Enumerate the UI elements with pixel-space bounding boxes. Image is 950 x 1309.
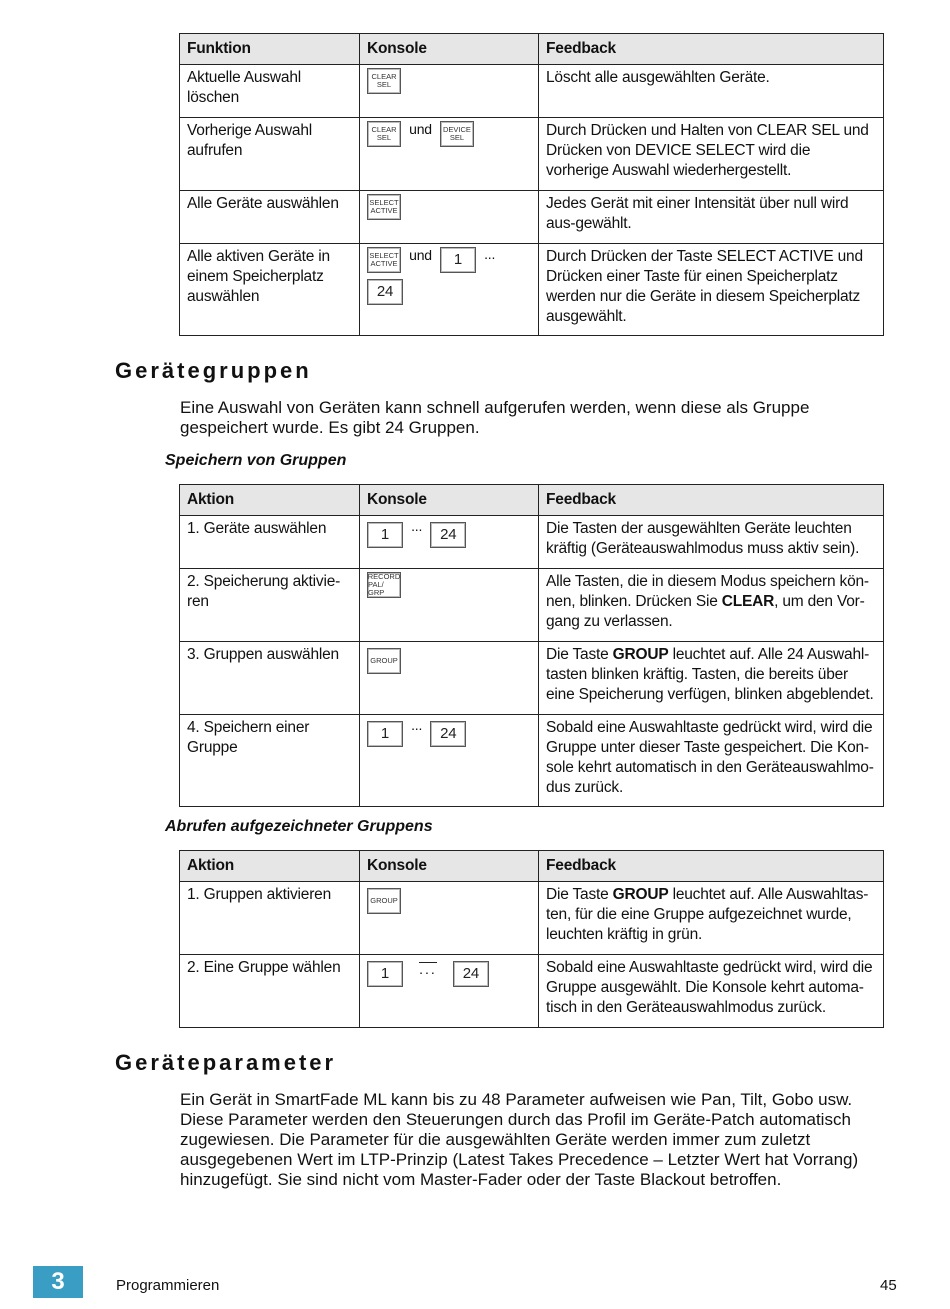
feedback-text: leuchtet auf. Alle 24 Auswahl-tasten blinken kräftig. Tasten, die bereits über eine Speicherung verfügen, blinken abgeblendet. <box>546 646 874 703</box>
column-header: Feedback <box>539 485 884 516</box>
feedback-cell: Sobald eine Auswahltaste gedrückt wird, wird die Gruppe ausgewählt. Die Konsole kehrt automa-tisch in den Geräteauswahlmodus zurück. <box>539 955 884 1028</box>
action-cell: 1. Gruppen aktivieren <box>180 882 360 955</box>
action-cell: 4. Speichern einer Gruppe <box>180 715 360 807</box>
key-label: ACTIVE <box>370 206 398 215</box>
section-heading: Geräteparameter <box>115 1050 337 1075</box>
ellipsis: ... <box>411 717 423 733</box>
feedback-text: Die Taste <box>546 646 613 663</box>
console-cell <box>360 244 539 336</box>
feedback-cell: Durch Drücken und Halten von CLEAR SEL und Drücken von DEVICE SELECT wird die vorherige Auswahl wiederhergestellt. <box>539 118 884 191</box>
action-cell: 2. Eine Gruppe wählen <box>180 955 360 1028</box>
chapter-badge: 3 <box>33 1266 83 1298</box>
console-cell <box>360 65 539 118</box>
column-header: Konsole <box>360 485 539 516</box>
function-cell: Aktuelle Auswahl löschen <box>180 65 360 118</box>
feedback-bold: CLEAR <box>721 593 775 610</box>
function-table <box>179 33 884 336</box>
table-header-row <box>180 485 884 516</box>
function-cell: Vorherige Auswahl aufrufen <box>180 118 360 191</box>
store-groups-table <box>179 484 884 807</box>
select-active-key <box>367 194 401 220</box>
table-row <box>180 516 884 569</box>
column-header: Aktion <box>180 851 360 882</box>
feedback-text: , um den Vor-gang zu verlassen. <box>546 593 865 630</box>
table-row <box>180 882 884 955</box>
select-active-key <box>367 247 401 273</box>
column-header: Konsole <box>360 34 539 65</box>
number-key-24: 24 <box>453 961 489 987</box>
number-key-24: 24 <box>367 279 403 305</box>
column-header: Funktion <box>180 34 360 65</box>
console-cell <box>360 191 539 244</box>
feedback-cell <box>539 569 884 642</box>
table-row <box>180 244 884 336</box>
column-header: Konsole <box>360 851 539 882</box>
chapter-label: Programmieren <box>116 1277 220 1294</box>
device-sel-key <box>440 121 474 147</box>
clear-sel-key <box>367 68 401 94</box>
action-cell: 2. Speicherung aktivie-ren <box>180 569 360 642</box>
key-label: PAL/ GRP <box>368 580 385 597</box>
table-row <box>180 191 884 244</box>
group-key <box>367 888 401 914</box>
console-cell <box>360 569 539 642</box>
column-header: Feedback <box>539 34 884 65</box>
key-label: RECORD <box>367 572 401 581</box>
table-row <box>180 118 884 191</box>
table-row <box>180 955 884 1028</box>
console-cell <box>360 516 539 569</box>
key-label: GROUP <box>370 656 398 665</box>
feedback-cell: Jedes Gerät mit einer Intensität über null wird aus-gewählt. <box>539 191 884 244</box>
key-label: SEL <box>449 133 465 142</box>
table-row <box>180 715 884 807</box>
key-label: SEL <box>376 133 392 142</box>
ellipsis: ... <box>411 518 423 534</box>
feedback-bold: GROUP <box>612 646 669 663</box>
key-label: SELECT <box>369 198 399 207</box>
number-key-1: 1 <box>367 522 403 548</box>
und-label: und <box>409 247 432 263</box>
section-body: Ein Gerät in SmartFade ML kann bis zu 48 Parameter aufweisen wie Pan, Tilt, Gobo usw. Diese Parameter werden den Steuerungen durch das Profil im Geräte-Patch automatisch zugewiesen. Die Parameter für die ausgewählten Geräte werden immer zum zuletzt ausgegebenen Wert im LTP-Prinzip (Latest Takes Precedence – Letzter Wert hat Vorrang) hinzugefügt. Sie sind nicht vom Master-Fader oder der Taste Blackout betroffen. <box>180 1090 859 1189</box>
table-header-row <box>180 34 884 65</box>
number-key-1: 1 <box>440 247 476 273</box>
feedback-cell: Löscht alle ausgewählten Geräte. <box>539 65 884 118</box>
und-label: und <box>409 121 432 137</box>
console-cell <box>360 882 539 955</box>
feedback-text: leuchtet auf. Alle Auswahltas-ten, für die eine Gruppe aufgezeichnet wurde, leuchten kräftig in grün. <box>546 886 869 943</box>
console-cell <box>360 715 539 807</box>
number-key-1: 1 <box>367 721 403 747</box>
record-pal-grp-key <box>367 572 401 598</box>
function-cell: Alle Geräte auswählen <box>180 191 360 244</box>
key-label: ACTIVE <box>370 259 398 268</box>
column-header: Feedback <box>539 851 884 882</box>
key-label: DEVICE <box>443 125 471 134</box>
table-row <box>180 65 884 118</box>
feedback-cell <box>539 642 884 715</box>
feedback-text: Die Taste <box>546 886 613 903</box>
page-number: 45 <box>880 1277 897 1294</box>
key-label: SELECT <box>369 251 399 260</box>
number-key-1: 1 <box>367 961 403 987</box>
key-label: GROUP <box>370 896 398 905</box>
console-cell <box>360 118 539 191</box>
key-label: SEL <box>376 80 392 89</box>
table-row <box>180 569 884 642</box>
key-label: CLEAR <box>371 125 397 134</box>
feedback-cell: Durch Drücken der Taste SELECT ACTIVE und Drücken einer Taste für einen Speicherplatz werden nur die Geräte in diesem Speicherplatz ausgewählt. <box>539 244 884 336</box>
ellipsis: ... <box>484 246 496 262</box>
key-label: CLEAR <box>371 72 397 81</box>
feedback-cell <box>539 882 884 955</box>
table-row <box>180 642 884 715</box>
section-heading: Gerätegruppen <box>115 358 312 383</box>
recall-groups-table <box>179 850 884 1028</box>
console-cell <box>360 642 539 715</box>
feedback-cell: Die Tasten der ausgewählten Geräte leuchten kräftig (Geräteauswahlmodus muss aktiv sein). <box>539 516 884 569</box>
number-key-24: 24 <box>430 721 466 747</box>
column-header: Aktion <box>180 485 360 516</box>
action-cell: 1. Geräte auswählen <box>180 516 360 569</box>
subheading: Abrufen aufgezeichneter Gruppens <box>165 818 433 835</box>
clear-sel-key <box>367 121 401 147</box>
action-cell: 3. Gruppen auswählen <box>180 642 360 715</box>
feedback-bold: GROUP <box>612 886 669 903</box>
console-cell <box>360 955 539 1028</box>
subheading: Speichern von Gruppen <box>165 452 347 469</box>
ellipsis: ... <box>419 961 437 977</box>
section-intro: Eine Auswahl von Geräten kann schnell aufgerufen werden, wenn diese als Gruppe gespeichert wurde. Es gibt 24 Gruppen. <box>180 398 810 437</box>
table-header-row <box>180 851 884 882</box>
function-cell: Alle aktiven Geräte in einem Speicherplatz auswählen <box>180 244 360 336</box>
feedback-text: Alle Tasten, die in diesem Modus speichern kön-nen, blinken. Drücken Sie <box>546 573 869 610</box>
feedback-cell: Sobald eine Auswahltaste gedrückt wird, wird die Gruppe unter dieser Taste gespeichert. Die Kon-sole kehrt automatisch in den Geräteauswahlmo-dus zurück. <box>539 715 884 807</box>
number-key-24: 24 <box>430 522 466 548</box>
group-key <box>367 648 401 674</box>
